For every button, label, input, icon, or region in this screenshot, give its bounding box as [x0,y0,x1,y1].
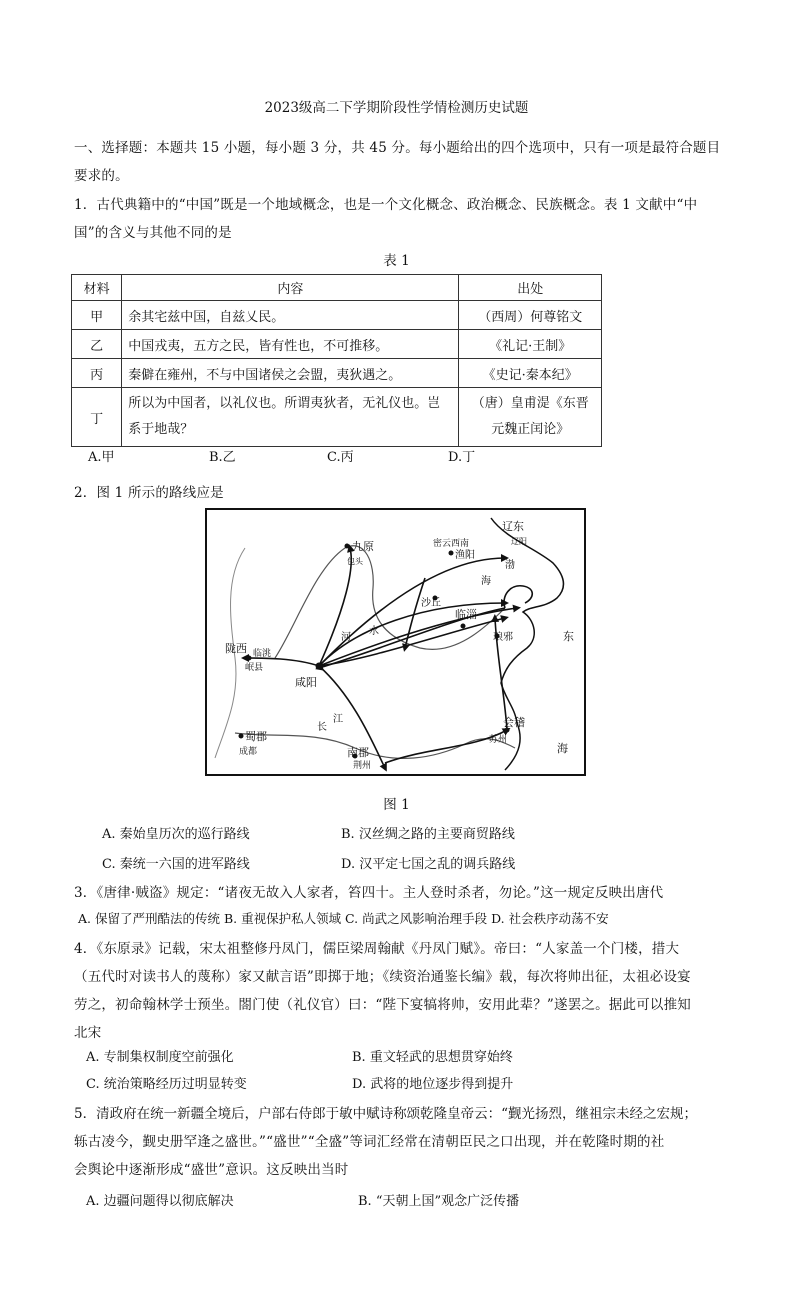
map-label: 陇西 [225,642,247,655]
question-5-stem-line1: 5．清政府在统一新疆全境后，户部右侍郎于敏中赋诗称颂乾隆皇帝云：“觐光扬烈，继祖宗未经之宏规； [74,1106,697,1122]
map-label: 渤 [505,560,515,571]
table-row [72,388,602,447]
question-1-stem-line1: 1．古代典籍中的“中国”既是一个地域概念，也是一个文化概念、政治概念、民族概念。表 1 文献中“中 [74,197,698,213]
table-header-cell: 内容 [122,275,459,301]
map-label: 河 [341,632,351,643]
table-row [72,330,602,359]
map-label: 琅邪 [493,632,513,643]
q5-option-b[interactable]: B. “天朝上国”观念广泛传播 [358,1194,520,1209]
map-label: 会稽 [503,716,525,729]
row-source: 《史记·秦本纪》 [459,359,602,388]
city-dot [316,663,323,670]
q1-option-b[interactable]: B.乙 [209,450,236,465]
q1-option-c[interactable]: C.丙 [327,450,354,465]
q1-option-d[interactable]: D.丁 [448,450,476,465]
city-dot [239,734,244,739]
q2-option-c[interactable]: C. 秦统一六国的进军路线 [102,857,250,872]
city-dot [345,544,350,549]
city-dot [461,624,466,629]
map-label: 海 [481,576,491,587]
row-label: 乙 [72,330,122,359]
map-label: 密云西南 [433,539,470,549]
table-row [72,301,602,330]
section-instructions-line1: 一、选择题：本题共 15 小题，每小题 3 分，共 45 分。每小题给出的四个选项中，只有一项是最符合题目 [74,140,721,156]
question-3-stem: 3．《唐律·贼盗》规定：“诸夜无故入人家者，笞四十。主人登时杀者，勿论。”这一规定反映出唐代 [74,885,664,901]
map-label: 南郡 [347,746,369,759]
question-5-stem-line2: 轹古凌今，觐史册罕逢之盛世。”“盛世”“全盛”等词汇经常在清朝臣民之口出现，并在乾隆时期的社 [74,1134,665,1150]
map-label: 苏州 [489,735,508,745]
table-1 [71,274,602,447]
row-content: 秦僻在雍州，不与中国诸侯之会盟，夷狄遇之。 [122,359,459,388]
question-4-stem-line4: 北宋 [74,1025,102,1041]
map-label: 咸阳 [295,676,317,689]
row-label: 甲 [72,301,122,330]
route-map-figure [205,508,586,776]
question-4-stem-line2: （五代时对读书人的蔑称）家又献言语”即掷于地；《续资治通鉴长编》载，每次将帅出征，太祖必设宴 [74,969,691,985]
question-4-stem-line3: 劳之，初命翰林学士预坐。閤门使（礼仪官）曰：“陛下宴犒将帅，安用此辈？”遂罢之。据此可以推知 [74,997,692,1013]
question-5-stem-line3: 会舆论中逐渐形成“盛世”意识。这反映出当时 [74,1162,349,1178]
row-source: （唐）皇甫湜《东晋元魏正闰论》 [459,388,602,447]
table-header-cell: 出处 [459,275,602,301]
q4-option-d[interactable]: D. 武将的地位逐步得到提升 [352,1077,514,1092]
city-dot [449,551,454,556]
q4-option-b[interactable]: B. 重文轻武的思想贯穿始终 [352,1050,513,1065]
map-label: 成都 [239,747,258,757]
table-1-caption: 表 1 [383,253,410,269]
map-label: 岷县 [245,663,264,673]
row-source: （西周）何尊铭文 [459,301,602,330]
map-label: 长 [317,722,327,733]
row-content: 中国戎夷，五方之民，皆有性也，不可推移。 [122,330,459,359]
question-4-stem-line1: 4．《东原录》记载，宋太祖整修丹凤门，儒臣梁周翰献《丹凤门赋》。帝曰：“人家盖一个门楼，措大 [74,941,680,957]
q4-option-c[interactable]: C. 统治策略经历过明显转变 [86,1077,247,1092]
q4-option-a[interactable]: A. 专制集权制度空前强化 [86,1050,234,1065]
row-content: 余其宅兹中国，自兹乂民。 [122,301,459,330]
map-label: 临淄 [455,608,477,621]
map-label: 包头 [347,557,363,566]
table-header-cell: 材料 [72,275,122,301]
row-label: 丁 [72,388,122,447]
figure-1-caption: 图 1 [383,797,410,813]
map-label: 海 [557,742,568,755]
map-label: 荆州 [353,761,372,771]
map-label: 江 [333,714,343,725]
q2-option-b[interactable]: B. 汉丝绸之路的主要商贸路线 [341,827,515,842]
map-label: 沙丘 [421,598,441,609]
map-label: 临洮 [253,649,272,659]
row-label: 丙 [72,359,122,388]
route-map-svg [205,508,586,776]
map-label: 水 [369,626,379,637]
map-label: 东 [563,630,574,643]
table-header-row [72,275,602,301]
table-row [72,359,602,388]
section-instructions-line2: 要求的。 [74,168,129,184]
map-label: 渔阳 [455,550,475,561]
q2-option-a[interactable]: A. 秦始皇历次的巡行路线 [102,827,250,842]
row-source: 《礼记·王制》 [459,330,602,359]
map-label: 蜀郡 [245,730,267,743]
exam-title: 2023级高二下学期阶段性学情检测历史试题 [264,100,529,116]
row-content: 所以为中国者，以礼仪也。所谓夷狄者，无礼仪也。岂系于地哉？ [122,388,459,447]
map-label: 辽东 [502,520,524,533]
q5-option-a[interactable]: A. 边疆问题得以彻底解决 [86,1194,234,1209]
question-1-stem-line2: 国”的含义与其他不同的是 [74,225,232,241]
question-2-stem: 2．图 1 所示的路线应是 [74,485,224,501]
q1-option-a[interactable]: A.甲 [88,450,115,465]
map-label: 九原 [352,540,374,553]
q3-options[interactable]: A. 保留了严刑酷法的传统 B. 重视保护私人领域 C. 尚武之风影响治理手段 D. 社会秩序动荡不安 [78,911,609,926]
map-label: 辽阳 [511,537,527,546]
city-dot [247,656,252,661]
q2-option-d[interactable]: D. 汉平定七国之乱的调兵路线 [341,857,516,872]
